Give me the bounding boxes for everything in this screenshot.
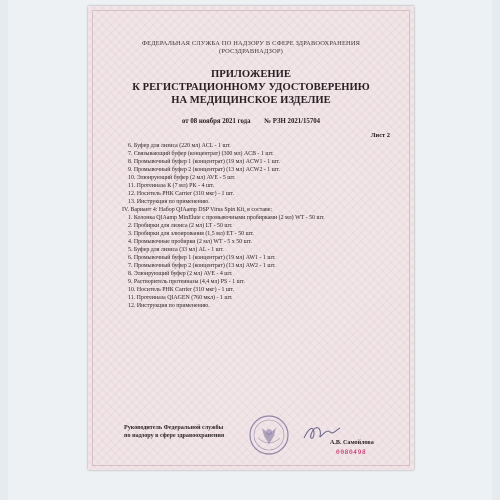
list-item: 7. Связывающий буфер (концентрат) (300 мл) ACB - 1 шт. <box>128 151 274 157</box>
agency-line-2: (РОСЗДРАВНАДЗОР) <box>219 48 283 55</box>
serial-number: 0080498 <box>336 449 367 456</box>
title-line-3: НА МЕДИЦИНСКОЕ ИЗДЕЛИЕ <box>171 95 331 106</box>
signer-title-line-2: по надзору в сфере здравоохранения <box>124 432 225 439</box>
list-item: 5. Буфер для лизиса (33 мл) AL - 1 шт. <box>128 247 224 253</box>
list-item: 11. Протеиназа К (7 мл) PK - 4 шт. <box>128 183 215 189</box>
list-item: 1. Колонка QIAamp MinElute с промывочными пробирками (2 мл) WT - 50 шт. <box>128 215 325 221</box>
list-item: 9. Промывочный буфер 2 (концентрат) (13 мл) ACW2 - 1 шт. <box>128 167 280 173</box>
list-item: 7. Промывочный буфер 2 (концентрат) (13 мл) AW2 - 1 шт. <box>128 263 276 269</box>
registration-number: № РЗН 2021/15704 <box>264 118 321 125</box>
date-and-number <box>88 118 414 125</box>
certificate-page <box>88 6 414 470</box>
list-item: 9. Растворитель протеиназы (4,4 мл) PS - 1 шт. <box>128 279 245 285</box>
sheet-number: Лист 2 <box>370 132 390 139</box>
issue-date: от 08 ноября 2021 года <box>181 118 251 125</box>
list-item: 10. Носитель РНК Carrier (310 мкг) - 1 шт. <box>128 287 235 293</box>
list-item: 12. Носитель РНК Carrier (310 мкг) - 1 шт. <box>128 191 235 197</box>
list-item: 10. Элюирующий буфер (2 мл) AVE - 5 шт. <box>128 175 236 181</box>
agency-line-1: ФЕДЕРАЛЬНАЯ СЛУЖБА ПО НАДЗОРУ В СФЕРЕ ЗДРАВООХРАНЕНИЯ <box>141 40 361 47</box>
state-emblem-seal-icon <box>248 414 290 456</box>
list-item: 3. Пробирки для элюирования (1,5 мл) ET - 50 шт. <box>128 231 254 237</box>
kit-composition-list <box>122 142 404 310</box>
list-item: 6. Промывочный буфер 1 (концентрат) (19 мл) AW1 - 1 шт. <box>128 255 276 261</box>
document-title <box>98 68 404 107</box>
signer-title <box>124 425 224 440</box>
list-item: 2. Пробирки для лизиса (2 мл) LT - 50 шт. <box>128 223 233 229</box>
list-item: 11. Протеиназа QIAGEN (760 мкл) - 1 шт. <box>128 295 233 301</box>
list-item: 12. Инструкция по применению. <box>128 303 210 309</box>
signer-title-line-1: Руководитель Федеральной службы <box>124 425 224 431</box>
list-item: 8. Промывочный буфер 1 (концентрат) (19 мл) ACW1 - 1 шт. <box>128 159 280 165</box>
title-line-2: К РЕГИСТРАЦИОННОМУ УДОСТОВЕРЕНИЮ <box>132 82 370 93</box>
signer-name: А.В. Самойлова <box>330 440 374 446</box>
list-item: 13. Инструкция по применению. <box>128 199 210 205</box>
variant-heading: IV. Вариант 4: Набор QIAamp DSP Virus Spin Kit, в составе: <box>122 207 272 213</box>
list-item: 4. Промывочные пробирки (2 мл) WT - 5 х 50 шт. <box>128 239 252 245</box>
list-item: 8. Элюирующий буфер (2 мл) AVE - 4 шт. <box>128 271 233 277</box>
agency-header <box>100 40 402 56</box>
title-line-1: ПРИЛОЖЕНИЕ <box>211 69 291 80</box>
list-item: 6. Буфер для лизиса (220 мл) ACL - 1 шт. <box>128 143 231 149</box>
